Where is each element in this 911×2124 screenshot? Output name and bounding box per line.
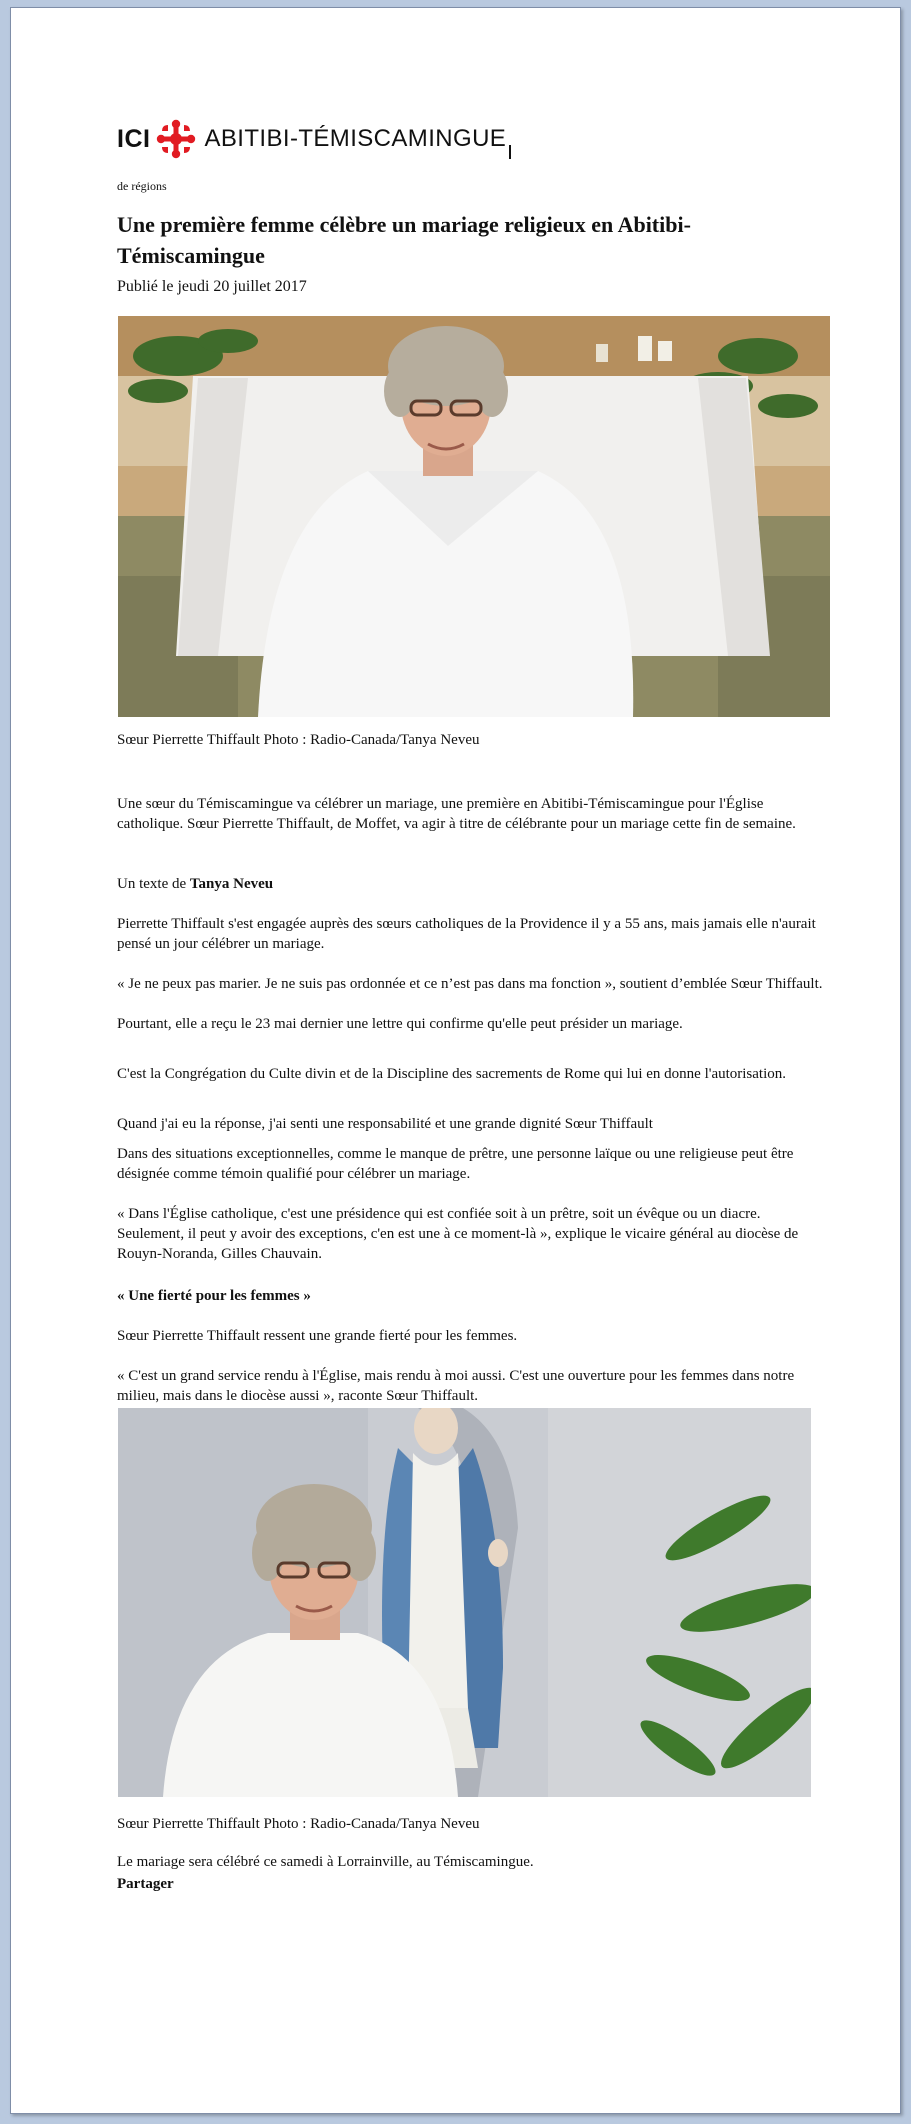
photo-caption-1: Sœur Pierrette Thiffault Photo : Radio-Canada/Tanya Neveu [117, 732, 480, 748]
paragraph-2: « Je ne peux pas marier. Je ne suis pas ordonnée et ce n’est pas dans ma fonction », soutient d’emblée Sœur Thiffault. [117, 976, 823, 992]
subheading: « Une fierté pour les femmes » [117, 1288, 311, 1304]
paragraph-1: Pierrette Thiffault s'est engagée auprès des sœurs catholiques de la Providence il y a 55 ans, mais jamais elle n'aurait pensé un jour célébrer un mariage. [117, 916, 816, 952]
logo-divider [509, 145, 511, 159]
paragraph-10: Le mariage sera célébré ce samedi à Lorrainville, au Témiscamingue. [117, 1854, 534, 1870]
byline-author[interactable]: Tanya Neveu [189, 876, 274, 892]
paragraph-9: « C'est un grand service rendu à l'Église, mais rendu à moi aussi. C'est une ouverture pour les femmes dans notre milieu, mais dans le diocèse aussi », raconte Sœur Thiffault. [117, 1368, 795, 1404]
share-link[interactable]: Partager [117, 1876, 174, 1892]
section-label: de régions [117, 179, 167, 193]
photo-caption-2: Sœur Pierrette Thiffault Photo : Radio-Canada/Tanya Neveu [117, 1816, 480, 1832]
photo-sister-altar [118, 316, 830, 717]
paragraph-4: C'est la Congrégation du Culte divin et de la Discipline des sacrements de Rome qui lui en donne l'autorisation. [117, 1066, 787, 1082]
paragraph-6: Dans des situations exceptionnelles, comme le manque de prêtre, une personne laïque ou une religieuse peut être désignée comme témoin qualifié pour célébrer un mariage. [117, 1146, 794, 1182]
logo-region-text: ABITIBI-TÉMISCAMINGUE [204, 125, 507, 152]
publish-date: Publié le jeudi 20 juillet 2017 [117, 278, 307, 295]
byline [117, 874, 827, 894]
radio-canada-gem-icon [156, 119, 196, 159]
document-page [10, 7, 901, 2114]
paragraph-3: Pourtant, elle a reçu le 23 mai dernier une lettre qui confirme qu'elle peut présider un mariage. [117, 1016, 683, 1032]
radio-canada-logo[interactable] [117, 116, 511, 162]
article-title: Une première femme célèbre un mariage religieux en Abitibi-Témiscamingue [117, 212, 691, 268]
byline-prefix: Un texte de [117, 876, 190, 892]
paragraph-7: « Dans l'Église catholique, c'est une présidence qui est confiée soit à un prêtre, soit un évêque ou un diacre. Seulement, il peut y avoir des exceptions, c'en est une à ce moment-là », explique le vicaire général au diocèse de Rouyn-Noranda, Gilles Chauvain. [117, 1206, 799, 1262]
paragraph-8: Sœur Pierrette Thiffault ressent une grande fierté pour les femmes. [117, 1328, 518, 1344]
logo-ici-text: ICI [117, 124, 151, 153]
paragraph-5: Quand j'ai eu la réponse, j'ai senti une responsabilité et une grande dignité Sœur Thiffault [117, 1116, 653, 1132]
photo-sister-statue [118, 1408, 811, 1797]
intro-paragraph: Une sœur du Témiscamingue va célébrer un mariage, une première en Abitibi-Témiscamingue pour l'Église catholique. Sœur Pierrette Thiffault, de Moffet, va agir à titre de célébrante pour un mariage cette fin de semaine. [117, 796, 796, 832]
